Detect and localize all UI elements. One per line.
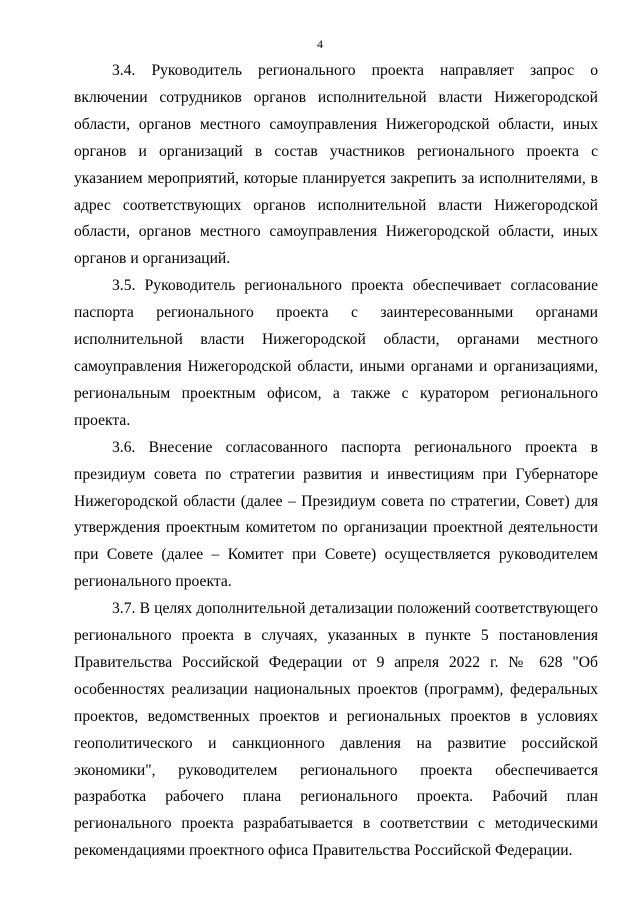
document-body: [74, 58, 598, 865]
paragraph-3-6: 3.6. Внесение согласованного паспорта регионального проекта в президиум совета по стратегии развития и инвестициям при Губернаторе Нижегородской области (далее – Президиум совета по стратегии, Совет) для утверждения проектным комитетом по организации проектной деятельности при Совете (далее – Комитет при Совете) осуществляется руководителем регионального проекта.: [74, 438, 598, 591]
page-number: 4: [317, 37, 323, 51]
paragraph-3-5: 3.5. Руководитель регионального проекта обеспечивает согласование паспорта регионального проекта с заинтересованными органами исполнительной власти Нижегородской области, органами местного самоуправления Нижегородской области, иными органами и организациями, региональным проектным офисом, а также с куратором регионального проекта.: [74, 277, 598, 429]
paragraph-3-7: 3.7. В целях дополнительной детализации положений соответствующего регионального проекта в случаях, указанных в пункте 5 постановления Правительства Российской Федерации от 9 апреля 2022 г. № 628 "Об особенностях реализации национальных проектов (программ), федеральных проектов, ведомственных проектов и региональных проектов в условиях геополитического и санкционного давления на развитие российской экономики", руководителем регионального проекта обеспечивается разработка рабочего плана регионального проекта. Рабочий план регионального проекта разрабатывается в соответствии с методическими рекомендациями проектного офиса Правительства Российской Федерации.: [74, 600, 598, 860]
paragraph-3-4: 3.4. Руководитель регионального проекта направляет запрос о включении сотрудников органов исполнительной власти Нижегородской области, органов местного самоуправления Нижегородской области, иных органов и организаций в состав участников регионального проекта с указанием мероприятий, которые планируется закрепить за исполнителями, в адрес соответствующих органов исполнительной власти Нижегородской области, органов местного самоуправления Нижегородской области, иных органов и организаций.: [74, 62, 598, 268]
